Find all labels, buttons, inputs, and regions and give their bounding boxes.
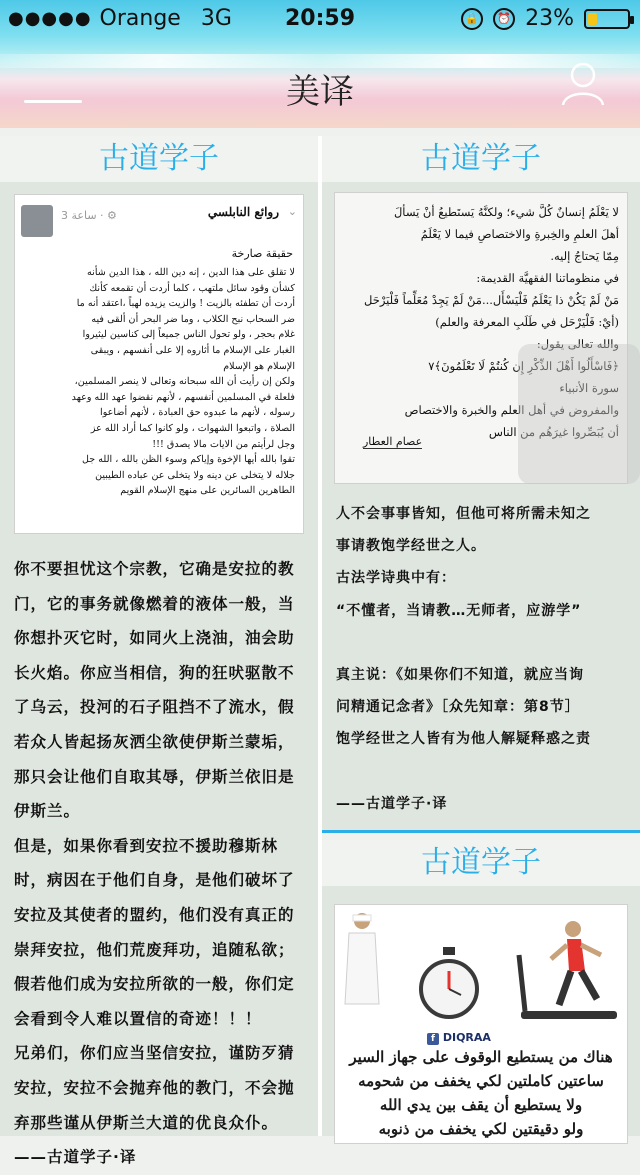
- rotation-lock-icon: 🔒: [461, 8, 483, 30]
- stopwatch-icon: [417, 947, 481, 1021]
- quote-signature: عصام العطار: [363, 435, 423, 448]
- post-heading: حقيقة صارخة: [231, 247, 293, 260]
- carrier-label: Orange: [99, 6, 181, 31]
- arabic-line: في منظوماتنا الفقهيَّة القديمة:: [476, 271, 619, 285]
- post-author: روائع النابلسي: [207, 205, 279, 219]
- brand-label: [427, 1031, 491, 1045]
- translation-line: 但是，如果你看到安拉不援助穆斯林: [14, 836, 279, 855]
- section-accent-line: [322, 830, 640, 833]
- card-body: [322, 886, 640, 1136]
- treadmill-runner-icon: [511, 915, 623, 1025]
- arabic-line: أن يُبَصِّروا غيرَهُم من الناس: [488, 425, 619, 439]
- facebook-icon: f: [427, 1033, 439, 1045]
- arabic-line: والمفروض في أهل العلم والخبرة والاختصاص: [404, 403, 619, 417]
- translation-line: 问精通记念者》［众先知章：第8节］: [336, 699, 580, 716]
- arabic-line: ولا يستطيع أن يقف بين يدي الله: [379, 1096, 583, 1114]
- translation-line: 时，病因在于他们自身，是他们破坏了: [14, 871, 295, 890]
- translation-line: 事请教饱学经世之人。: [336, 538, 486, 555]
- nav-header: [0, 0, 640, 128]
- translation-line: 门，它的事务就像燃着的液体一般，当: [14, 594, 295, 613]
- arabic-line: غلام بحجر ، ولو تحول الناس جميعاً إلى كناسين ليثيروا: [82, 329, 295, 341]
- translation-line: “不懂者，当请教…无师者，应游学”: [336, 602, 582, 619]
- page-title: 美译: [286, 72, 354, 112]
- signal-dots: ●●●●●: [8, 8, 92, 29]
- translation-line: 伊斯兰。: [14, 802, 81, 821]
- arabic-line: مَنْ لَمْ يَكُنْ ذا يَعْلَمُ فَلْيَسْأَل...مَنْ لَمْ يَجِدْ مُعَلِّماً فَلْيَرْحَل: [364, 293, 619, 307]
- battery-icon: [584, 9, 630, 29]
- translation-line: 人不会事事皆知，但他可将所需未知之: [336, 506, 591, 522]
- arabic-line: هناك من يستطيع الوقوف على جهاز السير: [349, 1048, 613, 1066]
- translation-line: [336, 756, 636, 788]
- post-screenshot-image: [14, 194, 304, 534]
- post-text: [23, 265, 295, 499]
- arabic-line: وجل لرأيتم من الايات مالا يصدق !!!: [152, 438, 295, 450]
- arabic-line: الطاهرين السائرين على منهج الإسلام القويم: [120, 485, 295, 497]
- arabic-line: أردت أن تطفئه بالزيت ! والزيت يزيده لهباً ،اعتقد أنه ما: [76, 298, 295, 310]
- arabic-line: أهلَ العلمِ والخِبرةِ والاختصاصِ فيما لا يَعْلَمُ: [420, 227, 619, 241]
- status-bar: [0, 0, 640, 40]
- translation-line: 假若他们成为安拉所欲的一般，你们定: [14, 975, 295, 994]
- arabic-line: سورة الأنبياء: [559, 381, 619, 395]
- chevron-down-icon: ⌄: [287, 205, 297, 218]
- arabic-line: ولكن إن رأيت أن الله سبحانه وتعالى لا ينصر المسلمين،: [74, 376, 295, 388]
- translation-line: 饱学经世之人皆有为他人解疑释惑之责: [336, 731, 591, 748]
- brand-name: DIQRAA: [442, 1031, 491, 1044]
- battery-percent: 23%: [525, 6, 574, 31]
- translation-line: 古法学诗典中有：: [336, 570, 456, 587]
- card-title: 古道学子: [322, 136, 640, 182]
- translation-line: 崇拜安拉，他们荒废拜功，追随私欲；: [14, 940, 295, 959]
- translation-line: 安拉及其使者的盟约，他们没有真正的: [14, 905, 295, 924]
- article-card-right-top[interactable]: [322, 136, 640, 830]
- arabic-line: ﴿فَاسْأَلُوا أَهْلَ الذِّكْرِ إِن كُنتُمْ لَا تَعْلَمُونَ﴾٧: [428, 359, 619, 373]
- arabic-line: ساعتين كاملتين لكي يخفف من شحومه: [358, 1072, 604, 1090]
- translation-line: 弃那些谨从伊斯兰大道的优良众仆。: [14, 1113, 279, 1132]
- arabic-line: تقوا بالله أيها الإخوة وإياكم وسوء الظن بالله ، الله جل: [82, 454, 295, 466]
- arabic-line: فلعلة في المسلمين أنفسهم ، لأنهم نقضوا عهد الله وعهد: [71, 391, 295, 403]
- article-card-right-bottom[interactable]: [322, 840, 640, 1136]
- card-title: 古道学子: [0, 136, 318, 182]
- translation-line: 安拉，安拉不会抛弃他的教门，不会抛: [14, 1078, 295, 1097]
- translation-text: [14, 552, 310, 1175]
- translation-line: 长火焰。你应当相信，狗的狂吠驱散不: [14, 663, 295, 682]
- translation-line: 真主说：《如果你们不知道，就应当询: [336, 667, 584, 684]
- translation-line: 会看到令人难以置信的奇迹！！！: [14, 1009, 262, 1028]
- arabic-line: (أيْ: فَلْيَرْحَل في طَلَبِ المعرفة والعلم): [435, 315, 619, 329]
- translation-line: 那只会让他们自取其辱，伊斯兰依旧是: [14, 767, 295, 786]
- card-body: [322, 182, 640, 830]
- card-body: [0, 182, 318, 1167]
- treadmill-text: [339, 1045, 623, 1141]
- translation-line: ——古道学子·译: [336, 795, 448, 812]
- arabic-line: لا تقلق على هذا الدين ، إنه دين الله ، هذا الدين شأنه: [87, 267, 295, 278]
- arabic-line: كشأن وقود سائل ملتهب ، كلما أردت أن تقمعه كأنك: [89, 282, 295, 294]
- translation-line: 了乌云，投河的石子阻挡不了流水，假: [14, 698, 295, 717]
- arabic-line: مِمّا يَحتاجُ إليه.: [550, 249, 619, 263]
- arabic-line: رسوله ، لأنهم ما عبدوه حق العبادة ، لأنهم أضاعوا: [100, 407, 295, 419]
- post-time: 3 ساعة · ⚙: [61, 209, 117, 222]
- translation-line: 兄弟们，你们应当坚信安拉，谨防歹猜: [14, 1044, 295, 1063]
- arabic-line: ضر السحاب نبح الكلاب ، وما ضر البحر أن ألقى فيه: [91, 313, 295, 325]
- card-title: 古道学子: [322, 840, 640, 886]
- status-time: 20:59: [284, 6, 356, 31]
- praying-man-icon: [339, 909, 385, 1009]
- status-right: [461, 6, 630, 31]
- treadmill-image: [334, 904, 628, 1144]
- arabic-line: الإسلام هو الإسلام: [223, 360, 295, 372]
- network-label: 3G: [200, 6, 232, 31]
- arabic-line: ولو دقيقتين لكي يخفف من ذنوبه: [378, 1120, 584, 1138]
- avatar: [21, 205, 53, 237]
- translation-line: [336, 627, 636, 659]
- translation-line: ——古道学子·译: [14, 1148, 137, 1167]
- article-card-left[interactable]: [0, 136, 318, 1167]
- translation-line: 若众人皆起扬灰洒尘欲使伊斯兰蒙垢，: [14, 732, 295, 751]
- arabic-line: جلاله لا يتخلى عن دينه ولا يتخلى عن عباده الطيبين: [95, 469, 295, 481]
- alarm-icon: ⏰: [493, 8, 515, 30]
- translation-line: 你想扑灭它时，如同火上浇油，油会助: [14, 629, 295, 648]
- user-profile-icon[interactable]: [560, 60, 606, 106]
- menu-icon[interactable]: [24, 100, 82, 103]
- translation-text: [336, 498, 636, 820]
- assistive-touch-button[interactable]: [518, 344, 640, 484]
- arabic-line: الغبار على الإسلام ما أثاروه إلا على أنفسهم ، ويبقى: [90, 344, 295, 356]
- arabic-line: الصلاة ، واتبعوا الشهوات ، ولو كانوا كما أراد الله عز: [90, 422, 295, 434]
- translation-line: 你不要担忧这个宗教，它确是安拉的教: [14, 560, 295, 578]
- arabic-line: لا يَعْلَمُ إنسانٌ كُلَّ شيء؛ ولكنَّهُ يَستَطيعُ أنْ يَسألَ: [393, 205, 619, 219]
- battery-level-fill: [588, 13, 597, 25]
- arabic-line: والله تعالى يقول:: [536, 337, 619, 351]
